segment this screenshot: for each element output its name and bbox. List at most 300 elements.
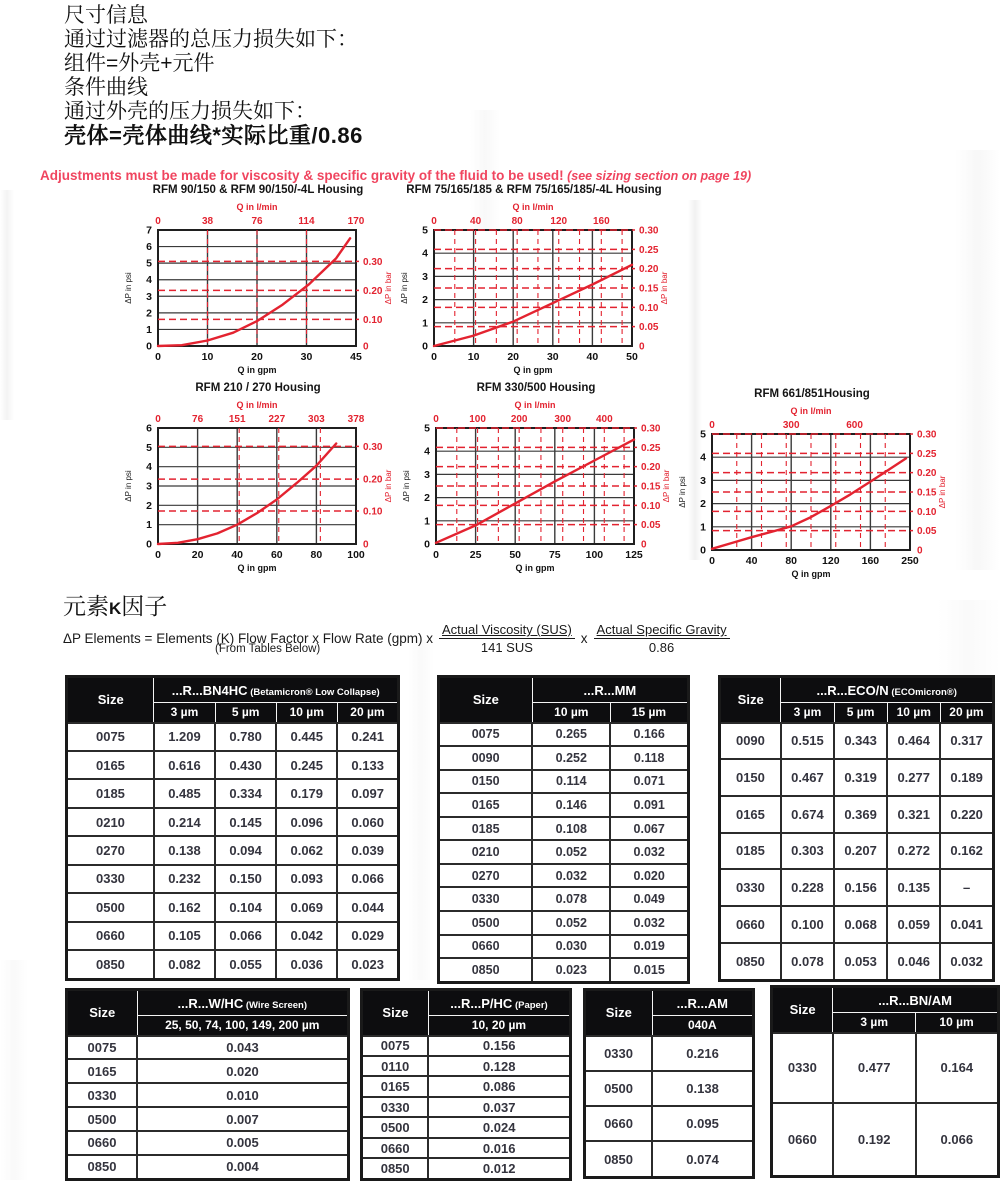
k-factor-cell: 0.467 — [781, 759, 834, 796]
bottom-axis-tick: 0 — [155, 351, 161, 363]
bottom-axis-tick: 50 — [626, 351, 638, 363]
size-column-header: Size — [772, 987, 833, 1033]
k-factor-cell: 0.097 — [337, 779, 398, 807]
right-axis-tick: 0.20 — [639, 264, 659, 276]
top-axis-title: Q in l/min — [236, 202, 278, 212]
k-factor-table — [65, 988, 350, 1181]
warning-note: (see sizing section on page 19) — [563, 169, 752, 183]
k-factor-table-mm — [437, 675, 690, 984]
left-axis-tick: 4 — [146, 461, 152, 474]
table-row — [67, 865, 399, 893]
k-factor-cell: 0.095 — [652, 1106, 753, 1141]
k-factor-cell: 0.032 — [532, 864, 610, 888]
table-row — [720, 723, 994, 760]
top-axis-tick: 378 — [347, 414, 365, 425]
left-axis-title: ΔP in psi — [402, 470, 411, 502]
bottom-axis-tick: 0 — [155, 549, 161, 561]
micron-column-header: 3 µm — [833, 1013, 916, 1033]
left-axis-tick: 5 — [422, 224, 428, 237]
k-factor-cell: 0.164 — [916, 1033, 999, 1104]
k-factor-cell: 0.049 — [610, 887, 688, 911]
pressure-loss-plot — [398, 200, 670, 378]
k-factor-cell: 0.020 — [610, 864, 688, 888]
right-axis-tick: 0.15 — [917, 487, 937, 499]
k-factor-cell: 0.207 — [834, 833, 887, 870]
size-cell: 0165 — [439, 793, 533, 817]
bottom-axis-tick: 120 — [822, 555, 840, 567]
micron-column-header: 15 µm — [610, 703, 688, 723]
k-factor-cell: 0.156 — [428, 1036, 570, 1056]
bottom-axis-tick: 100 — [585, 549, 604, 561]
bottom-axis-tick: 160 — [861, 555, 880, 567]
size-cell: 0185 — [439, 817, 533, 841]
table-row — [362, 1036, 571, 1056]
scan-artifact — [0, 960, 28, 1180]
left-axis-tick: 0 — [424, 538, 430, 551]
k-factor-cell: 0.241 — [337, 723, 398, 751]
table-row — [67, 950, 399, 979]
top-axis-tick: 170 — [347, 216, 365, 227]
k-factor-table-bn4hc — [65, 675, 400, 981]
size-cell: 0210 — [439, 840, 533, 864]
left-axis-title: ΔP in psi — [124, 470, 133, 502]
right-axis-tick: 0.25 — [639, 244, 659, 256]
bottom-axis-title: Q in gpm — [515, 563, 555, 573]
left-axis-tick: 0 — [422, 340, 428, 353]
k-factor-cell: 0.156 — [834, 869, 887, 906]
size-cell: 0850 — [439, 958, 533, 982]
k-factor-cell: 0.082 — [154, 950, 215, 979]
table-row — [720, 796, 994, 833]
k-factor-table-eco-n — [718, 675, 995, 982]
right-axis-tick: 0.10 — [641, 500, 661, 512]
k-factor-cell: 0.012 — [428, 1158, 570, 1179]
left-axis-tick: 3 — [146, 480, 152, 493]
table-row — [67, 893, 399, 921]
table-row — [362, 1117, 571, 1137]
table-title-note: (Wire Screen) — [243, 999, 307, 1011]
header-line-formula: 壳体=壳体曲线*实际比重/0.86 — [64, 123, 363, 148]
k-factor-cell: 0.094 — [215, 836, 276, 864]
size-column-header: Size — [362, 990, 429, 1036]
k-factor-table — [583, 988, 755, 1179]
k-factor-cell: 0.036 — [276, 950, 337, 979]
k-factor-cell: 0.228 — [781, 869, 834, 906]
top-axis-tick: 76 — [251, 216, 263, 227]
table-row — [362, 1138, 571, 1158]
micron-column-header: 3 µm — [781, 703, 834, 723]
bottom-axis-tick: 80 — [310, 549, 323, 561]
table-title-note: (Paper) — [512, 999, 548, 1011]
k-factor-cell: 0.220 — [940, 796, 993, 833]
formula-text: ΔP Elements = Elements (K) Flow Factor x Flow Rate (gpm) x — [63, 631, 433, 646]
top-axis-tick: 200 — [510, 414, 528, 425]
left-axis-tick: 6 — [146, 241, 152, 254]
bottom-axis-tick: 20 — [191, 549, 204, 561]
fraction-denominator: 0.86 — [648, 640, 675, 655]
bottom-axis-tick: 0 — [431, 351, 437, 363]
k-factor-cell: 0.071 — [610, 770, 688, 794]
right-axis-tick: 0 — [641, 539, 647, 551]
bottom-axis-tick: 60 — [270, 549, 283, 561]
k-factor-cell: 0.066 — [215, 922, 276, 950]
header-line: 尺寸信息 — [64, 4, 148, 27]
bottom-axis-tick: 250 — [901, 555, 919, 567]
micron-column-header: 20 µm — [337, 703, 398, 723]
size-cell: 0210 — [67, 808, 154, 836]
size-cell: 0500 — [362, 1117, 429, 1137]
k-factor-table — [718, 675, 995, 982]
k-factor-cell: 0.053 — [834, 943, 887, 981]
pressure-curve — [158, 444, 336, 545]
size-cell: 0075 — [67, 1036, 138, 1060]
right-axis-title: ΔP in bar — [660, 271, 669, 305]
k-factor-cell: 0.179 — [276, 779, 337, 807]
k-factor-cell: 0.150 — [215, 865, 276, 893]
k-factor-cell: 0.105 — [154, 922, 215, 950]
table-row — [585, 1106, 754, 1141]
k-factor-cell: 0.192 — [833, 1103, 916, 1176]
k-heading-post: 因子 — [121, 593, 168, 619]
k-factor-cell: 0.104 — [215, 893, 276, 921]
left-axis-title: ΔP in psi — [400, 272, 409, 304]
bottom-axis-tick: 80 — [785, 555, 798, 567]
top-axis-tick: 0 — [433, 414, 439, 425]
k-factor-cell: 0.032 — [610, 840, 688, 864]
bottom-axis-tick: 10 — [467, 351, 480, 363]
bottom-axis-tick: 10 — [201, 351, 214, 363]
micron-column-header: 5 µm — [215, 703, 276, 723]
bottom-axis-tick: 40 — [745, 555, 758, 567]
k-factor-cell: 0.096 — [276, 808, 337, 836]
k-factor-cell: 0.616 — [154, 751, 215, 779]
top-axis-tick: 400 — [595, 414, 613, 425]
top-axis-tick: 80 — [511, 216, 523, 227]
k-factor-cell: 0.369 — [834, 796, 887, 833]
size-cell: 0330 — [720, 869, 781, 906]
right-axis-tick: 0.05 — [917, 526, 937, 538]
right-axis-tick: 0 — [917, 545, 923, 557]
k-factor-cell: 0.067 — [610, 817, 688, 841]
k-factor-cell: 0.232 — [154, 865, 215, 893]
top-axis-tick: 0 — [155, 216, 161, 227]
k-factor-cell: 0.086 — [428, 1076, 570, 1096]
top-axis-title: Q in l/min — [790, 406, 832, 416]
warning-text: Adjustments must be made for viscosity & specific gravity of the fluid to be used! — [40, 168, 564, 183]
table-row — [67, 836, 399, 864]
table-row — [439, 770, 689, 794]
right-axis-tick: 0.20 — [363, 285, 383, 297]
table-row — [67, 1155, 349, 1180]
k-factor-cell: 0.046 — [887, 943, 940, 981]
k-factor-cell: 0.321 — [887, 796, 940, 833]
bottom-axis-title: Q in gpm — [513, 365, 553, 375]
table-row — [362, 1056, 571, 1076]
size-column-header: Size — [585, 990, 653, 1036]
right-axis-tick: 0.30 — [639, 225, 659, 237]
bottom-axis-tick: 40 — [231, 549, 244, 561]
micron-column-header: 10, 20 µm — [428, 1016, 570, 1036]
k-heading-pre: 元素 — [63, 593, 109, 619]
left-axis-tick: 3 — [146, 290, 152, 303]
left-axis-title: ΔP in psi — [124, 272, 133, 304]
size-cell: 0660 — [67, 922, 154, 950]
k-factor-cell: 0.100 — [781, 906, 834, 943]
k-factor-cell: 0.029 — [337, 922, 398, 950]
k-factor-cell: 0.146 — [532, 793, 610, 817]
left-axis-tick: 3 — [424, 468, 430, 481]
table-title — [428, 990, 570, 1016]
size-cell: 0270 — [67, 836, 154, 864]
micron-column-header: 5 µm — [834, 703, 887, 723]
micron-column-header: 10 µm — [887, 703, 940, 723]
table-row — [720, 833, 994, 870]
scan-artifact — [408, 640, 434, 980]
k-factor-table — [65, 675, 400, 981]
top-axis-tick: 160 — [592, 216, 610, 227]
k-factor-cell: 0.007 — [137, 1107, 349, 1131]
micron-column-header: 10 µm — [916, 1013, 999, 1033]
right-axis-tick: 0.20 — [641, 462, 661, 474]
size-cell: 0090 — [439, 746, 533, 770]
left-axis-tick: 4 — [422, 247, 428, 260]
k-factor-cell: 0.052 — [532, 911, 610, 935]
k-heading-k: K — [109, 599, 122, 618]
multiply-operator: x — [580, 631, 588, 646]
right-axis-tick: 0.30 — [917, 429, 937, 441]
k-factor-cell: 0.074 — [652, 1141, 753, 1177]
pressure-loss-plot — [400, 398, 672, 576]
k-factor-cell: 0.216 — [652, 1036, 753, 1071]
k-factor-cell: 0.078 — [781, 943, 834, 981]
left-axis-tick: 2 — [146, 499, 152, 512]
k-factor-cell: 0.303 — [781, 833, 834, 870]
table-title-text: ...R...W/HC — [177, 995, 244, 1011]
viscosity-warning — [40, 168, 751, 183]
top-axis-title: Q in l/min — [236, 400, 278, 410]
table-row — [362, 1076, 571, 1096]
k-factor-cell: 0.024 — [428, 1117, 570, 1137]
bottom-axis-tick: 75 — [548, 549, 561, 561]
table-row — [67, 1036, 349, 1060]
table-row — [67, 779, 399, 807]
k-factor-cell: 0.062 — [276, 836, 337, 864]
k-factor-cell: 0.015 — [610, 958, 688, 982]
k-factor-cell: 0.108 — [532, 817, 610, 841]
k-factor-cell: – — [940, 869, 993, 906]
left-axis-title: ΔP in psi — [678, 476, 687, 508]
k-factor-cell: 0.485 — [154, 779, 215, 807]
k-factor-cell: 0.066 — [916, 1103, 999, 1176]
table-title — [532, 677, 688, 703]
chart-rfm-661-851-housing — [676, 388, 948, 587]
table-title-text: ...R...ECO/N — [816, 682, 889, 698]
bottom-axis-tick: 30 — [546, 351, 559, 363]
table-title-text: ...R...P/HC — [450, 995, 513, 1011]
k-factor-cell: 0.041 — [940, 906, 993, 943]
sizing-info-header — [64, 4, 363, 148]
top-axis-tick: 300 — [782, 420, 800, 431]
top-axis-tick: 227 — [268, 414, 286, 425]
scan-artifact — [955, 150, 1000, 570]
size-cell: 0270 — [439, 864, 533, 888]
size-cell: 0165 — [362, 1076, 429, 1096]
chart-title: RFM 210 / 270 Housing — [195, 382, 321, 394]
micron-column-header: 040A — [652, 1016, 753, 1036]
bottom-axis-tick: 125 — [625, 549, 643, 561]
table-row — [439, 911, 689, 935]
size-column-header: Size — [720, 677, 781, 723]
size-column-header: Size — [67, 990, 138, 1036]
table-row — [720, 759, 994, 796]
left-axis-tick: 2 — [422, 294, 428, 307]
right-axis-tick: 0.20 — [917, 468, 937, 480]
right-axis-tick: 0.05 — [641, 520, 661, 532]
right-axis-tick: 0.10 — [917, 506, 937, 518]
k-factor-cell: 0.118 — [610, 746, 688, 770]
chart-title: RFM 330/500 Housing — [476, 382, 596, 394]
left-axis-tick: 5 — [700, 428, 706, 441]
size-column-header: Size — [67, 677, 154, 723]
bottom-axis-tick: 50 — [509, 549, 522, 561]
table-title-text: ...R...AM — [676, 995, 728, 1011]
left-axis-tick: 6 — [146, 422, 152, 435]
bottom-axis-title: Q in gpm — [791, 569, 831, 579]
right-axis-title: ΔP in bar — [938, 475, 947, 509]
size-cell: 0850 — [720, 943, 781, 981]
top-axis-title: Q in l/min — [512, 202, 554, 212]
table-row — [67, 1107, 349, 1131]
right-axis-title: ΔP in bar — [384, 469, 393, 503]
table-row — [67, 723, 399, 751]
bottom-axis-tick: 45 — [350, 351, 362, 363]
size-cell: 0330 — [585, 1036, 653, 1071]
left-axis-tick: 0 — [146, 340, 152, 353]
formula-subnote: (From Tables Below) — [215, 643, 321, 655]
left-axis-tick: 1 — [422, 317, 428, 330]
right-axis-tick: 0.25 — [917, 448, 937, 460]
bottom-axis-tick: 25 — [469, 549, 482, 561]
k-factor-cell: 0.445 — [276, 723, 337, 751]
left-axis-tick: 5 — [146, 257, 152, 270]
size-cell: 0850 — [362, 1158, 429, 1179]
header-line: 条件曲线 — [64, 76, 148, 99]
table-row — [439, 817, 689, 841]
table-row — [720, 943, 994, 981]
right-axis-tick: 0.10 — [363, 506, 383, 518]
right-axis-title: ΔP in bar — [384, 271, 393, 305]
bottom-axis-tick: 30 — [300, 351, 313, 363]
right-axis-tick: 0.10 — [639, 302, 659, 314]
chart-title: RFM 90/150 & RFM 90/150/-4L Housing — [152, 184, 364, 196]
left-axis-tick: 2 — [700, 498, 706, 511]
scan-artifact — [0, 190, 14, 420]
size-cell: 0075 — [439, 723, 533, 747]
table-row — [67, 922, 399, 950]
k-factor-cell: 0.252 — [532, 746, 610, 770]
k-factor-cell: 0.214 — [154, 808, 215, 836]
bottom-axis-tick: 20 — [507, 351, 520, 363]
pressure-loss-plot — [676, 404, 948, 582]
k-factor-cell: 0.044 — [337, 893, 398, 921]
size-cell: 0090 — [720, 723, 781, 760]
right-axis-tick: 0.30 — [641, 423, 661, 435]
k-factor-cell: 0.069 — [276, 893, 337, 921]
k-factor-cell: 0.043 — [137, 1036, 349, 1060]
k-factor-cell: 0.319 — [834, 759, 887, 796]
table-title-text: ...R...BN/AM — [878, 992, 952, 1008]
top-axis-tick: 76 — [192, 414, 204, 425]
left-axis-tick: 2 — [424, 492, 430, 505]
k-factor-table-whc — [65, 988, 350, 1181]
size-cell: 0165 — [67, 751, 154, 779]
size-cell: 0660 — [67, 1131, 138, 1155]
k-factor-cell: 0.060 — [337, 808, 398, 836]
left-axis-tick: 4 — [146, 274, 152, 287]
left-axis-tick: 3 — [700, 474, 706, 487]
k-factor-cell: 0.068 — [834, 906, 887, 943]
left-axis-tick: 3 — [422, 270, 428, 283]
right-axis-title: ΔP in bar — [662, 469, 671, 503]
size-cell: 0660 — [362, 1138, 429, 1158]
size-cell: 0165 — [67, 1059, 138, 1083]
left-axis-tick: 0 — [146, 538, 152, 551]
size-cell: 0850 — [585, 1141, 653, 1177]
pressure-loss-plot — [122, 398, 394, 576]
left-axis-tick: 1 — [424, 515, 430, 528]
top-axis-tick: 0 — [431, 216, 437, 227]
k-factor-cell: 0.166 — [610, 723, 688, 747]
left-axis-tick: 5 — [146, 441, 152, 454]
right-axis-tick: 0 — [639, 341, 645, 353]
k-factor-cell: 0.277 — [887, 759, 940, 796]
table-row — [439, 935, 689, 959]
k-factor-cell: 0.189 — [940, 759, 993, 796]
table-title-note: (ECOmicron®) — [888, 686, 957, 698]
top-axis-tick: 40 — [470, 216, 482, 227]
k-factor-cell: 0.010 — [137, 1083, 349, 1107]
table-row — [585, 1141, 754, 1177]
chart-title: RFM 661/851Housing — [754, 388, 870, 400]
table-row — [67, 1083, 349, 1107]
size-cell: 0075 — [67, 723, 154, 751]
top-axis-tick: 151 — [228, 414, 246, 425]
size-cell: 0330 — [362, 1097, 429, 1117]
top-axis-tick: 300 — [554, 414, 572, 425]
table-title-note: (Betamicron® Low Collapse) — [247, 686, 380, 698]
size-cell: 0150 — [439, 770, 533, 794]
k-factor-table — [360, 988, 572, 1181]
size-cell: 0165 — [720, 796, 781, 833]
table-row — [439, 793, 689, 817]
k-factor-cell: 0.005 — [137, 1131, 349, 1155]
micron-column-header: 20 µm — [940, 703, 993, 723]
top-axis-tick: 600 — [846, 420, 863, 431]
k-factor-cell: 0.042 — [276, 922, 337, 950]
k-factor-cell: 0.020 — [137, 1059, 349, 1083]
right-axis-tick: 0.15 — [639, 283, 659, 295]
bottom-axis-tick: 0 — [433, 549, 439, 561]
table-title — [833, 987, 999, 1013]
bottom-axis-tick: 20 — [251, 351, 263, 363]
k-factor-cell: 1.209 — [154, 723, 215, 751]
k-factor-formula — [63, 622, 843, 676]
k-factor-table — [437, 675, 690, 984]
size-cell: 0660 — [720, 906, 781, 943]
right-axis-tick: 0.05 — [639, 322, 659, 334]
fraction-denominator: 141 SUS — [480, 640, 533, 655]
right-axis-tick: 0 — [363, 341, 369, 353]
